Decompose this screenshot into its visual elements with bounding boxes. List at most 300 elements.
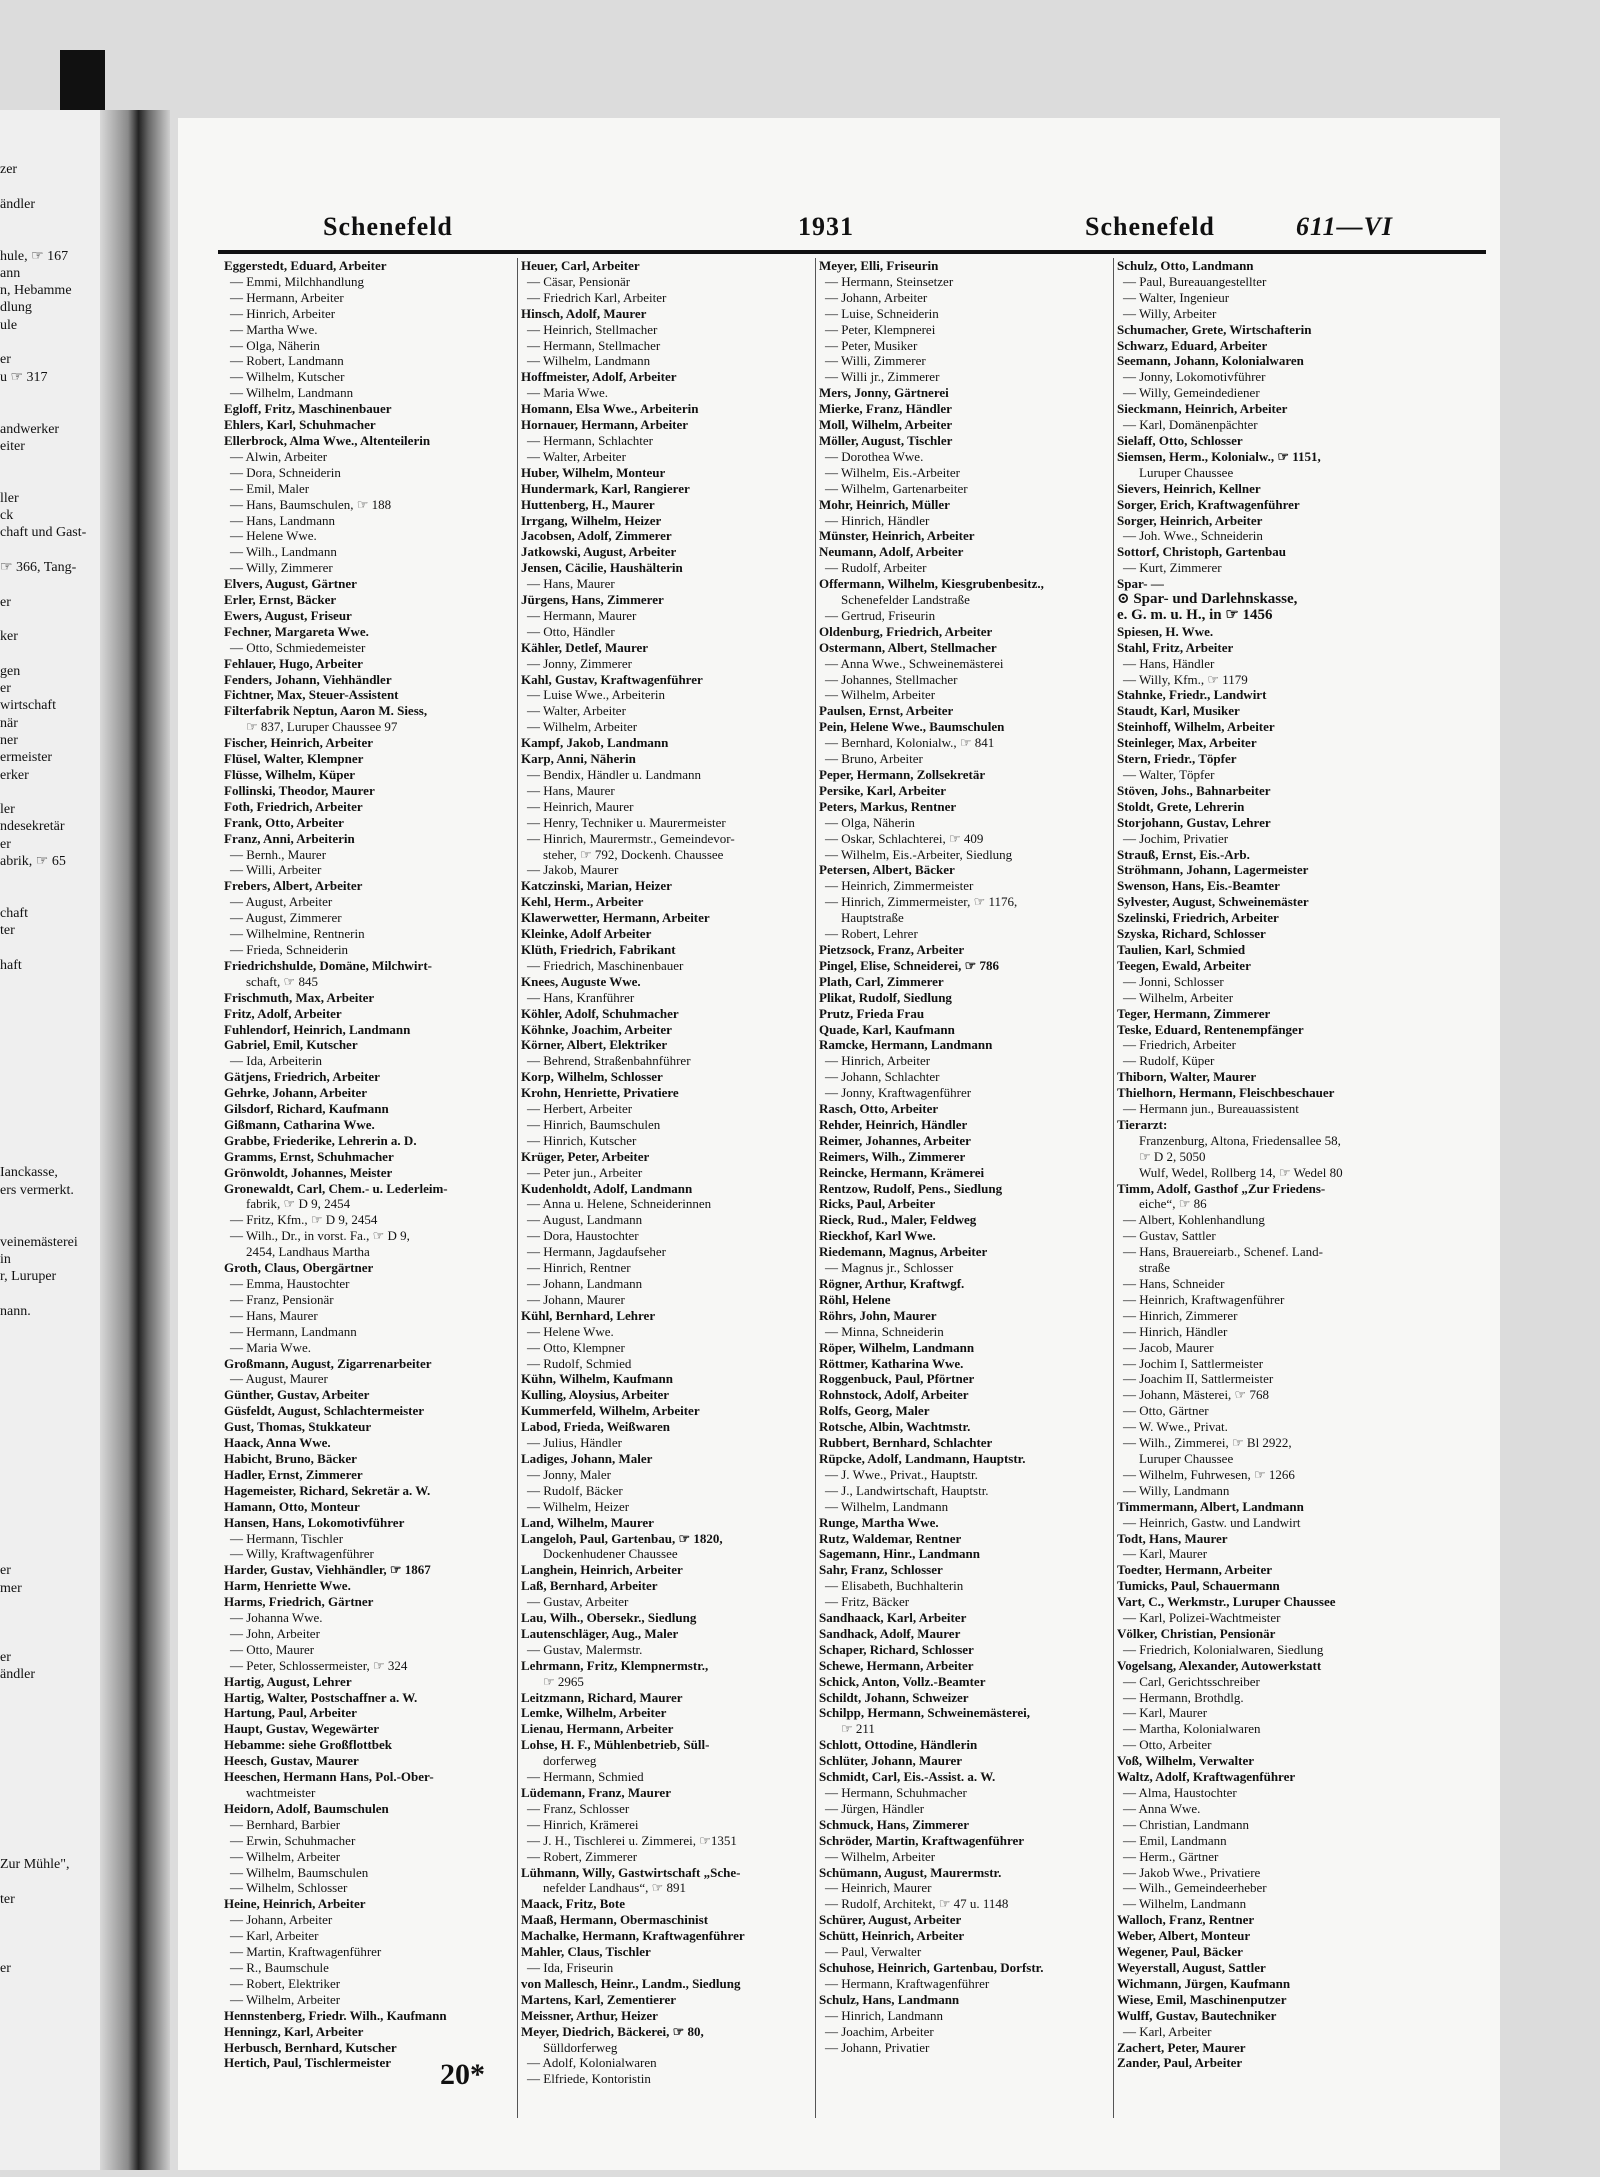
directory-subentry: — Emmi, Milchhandlung [230, 273, 364, 289]
directory-subentry: — Wilhelm, Arbeiter [1123, 989, 1234, 1005]
facing-page-text: gen [0, 663, 21, 679]
directory-entry: Sievers, Heinrich, Kellner [1117, 480, 1261, 496]
directory-entry: Röper, Wilhelm, Landmann [819, 1339, 975, 1355]
directory-subentry: — Karl, Domänenpächter [1123, 417, 1258, 433]
column-3 [819, 258, 1111, 2055]
directory-entry: Pietzsock, Franz, Arbeiter [819, 941, 965, 957]
directory-entry: Rüpcke, Adolf, Landmann, Hauptstr. [819, 1450, 1026, 1466]
directory-subentry: — Wilhelm, Arbeiter [230, 1848, 341, 1864]
directory-subentry: — Hermann, Tischler [230, 1530, 344, 1546]
directory-subentry: — Wilhelm, Arbeiter [527, 719, 638, 735]
directory-entry: Lienau, Hermann, Arbeiter [521, 1721, 674, 1737]
directory-subentry: — Walter, Ingenieur [1123, 289, 1230, 305]
directory-subentry: — Wilh., Dr., in vorst. Fa., ☞ D 9, [230, 1228, 410, 1244]
directory-subentry: — Jürgen, Händler [825, 1800, 925, 1816]
directory-entry: Güsfeldt, August, Schlachtermeister [224, 1403, 425, 1419]
directory-subentry: — Wilhelm, Schlosser [230, 1880, 348, 1896]
directory-entry: ⊙ Spar- und Darlehnskasse, [1117, 592, 1298, 608]
directory-subentry: dorferweg [543, 1753, 597, 1769]
directory-entry: Kühn, Wilhelm, Kaufmann [521, 1371, 673, 1387]
directory-entry: Rasch, Otto, Arbeiter [819, 1101, 939, 1117]
directory-subentry: — August, Maurer [230, 1371, 328, 1387]
directory-subentry: — Karl, Arbeiter [1123, 2023, 1212, 2039]
directory-subentry: — Karl, Polizei-Wachtmeister [1123, 1610, 1281, 1626]
directory-entry: Stern, Friedr., Töpfer [1117, 751, 1237, 767]
directory-entry: Krüger, Peter, Arbeiter [521, 1148, 650, 1164]
directory-entry: Jürgens, Hans, Zimmerer [521, 592, 664, 608]
directory-subentry: — Fritz, Kfm., ☞ D 9, 2454 [230, 1212, 378, 1228]
directory-subentry: — Johann, Arbeiter [230, 1912, 333, 1928]
facing-page-text: Zur Mühle", [0, 1857, 70, 1873]
directory-entry: Grönwoldt, Johannes, Meister [224, 1164, 393, 1180]
directory-subentry: — Hans, Baumschulen, ☞ 188 [230, 496, 392, 512]
directory-entry: e. G. m. u. H., in ☞ 1456 [1117, 607, 1273, 623]
directory-subentry: — Bernhard, Kolonialw., ☞ 841 [825, 735, 995, 751]
directory-entry: Sottorf, Christoph, Gartenbau [1117, 544, 1287, 560]
directory-subentry: — Rudolf, Arbeiter [825, 560, 927, 576]
directory-entry: Fehlauer, Hugo, Arbeiter [224, 655, 363, 671]
directory-entry: Kehl, Herm., Arbeiter [521, 894, 644, 910]
directory-subentry: — Rudolf, Schmied [527, 1355, 632, 1371]
directory-entry: Waltz, Adolf, Kraftwagenführer [1117, 1769, 1296, 1785]
directory-subentry: — Jakob Wwe., Privatiere [1123, 1864, 1261, 1880]
directory-subentry: — Friedrich, Arbeiter [1123, 1037, 1236, 1053]
directory-entry: Schilpp, Hermann, Schweinemästerei, [819, 1705, 1031, 1721]
directory-subentry: — J., Landwirtschaft, Hauptstr. [825, 1482, 989, 1498]
directory-entry: Weyerstall, August, Sattler [1117, 1959, 1266, 1975]
directory-subentry: — Helene Wwe. [230, 528, 317, 544]
directory-subentry: — Hinrich, Händler [1123, 1323, 1228, 1339]
directory-subentry: — Minna, Schneiderin [825, 1323, 944, 1339]
directory-subentry: — Hinrich, Krämerei [527, 1816, 639, 1832]
facing-page-text: ers vermerkt. [0, 1182, 74, 1198]
directory-entry: Storjohann, Gustav, Lehrer [1117, 814, 1271, 830]
directory-subentry: — Emil, Landmann [1123, 1832, 1227, 1848]
directory-subentry: — Paul, Bureauangestellter [1123, 273, 1267, 289]
directory-entry: Mohr, Heinrich, Müller [819, 496, 950, 512]
directory-subentry: — Hans, Kranführer [527, 989, 635, 1005]
facing-page-text: när [0, 715, 18, 731]
facing-page-text: u ☞ 317 [0, 369, 48, 385]
directory-entry: Habicht, Bruno, Bäcker [224, 1450, 357, 1466]
directory-entry: Gißmann, Catharina Wwe. [224, 1116, 375, 1132]
directory-subentry: — Jonny, Maler [527, 1466, 612, 1482]
directory-subentry: — August, Zimmerer [230, 910, 342, 926]
directory-entry: Reimer, Johannes, Arbeiter [819, 1132, 971, 1148]
header-place-right: Schenefeld [1085, 212, 1215, 241]
directory-subentry: — Ida, Arbeiterin [230, 1053, 323, 1069]
directory-entry: Ramcke, Hermann, Landmann [819, 1037, 993, 1053]
directory-entry: Leitzmann, Richard, Maurer [521, 1689, 683, 1705]
directory-subentry: — Wilhelm, Fuhrwesen, ☞ 1266 [1123, 1466, 1295, 1482]
directory-subentry: — Elfriede, Kontoristin [527, 2071, 651, 2087]
directory-entry: Voß, Wilhelm, Verwalter [1117, 1753, 1254, 1769]
directory-subentry: — Friedrich, Kolonialwaren, Siedlung [1123, 1641, 1324, 1657]
directory-subentry: — Bendix, Händler u. Landmann [527, 767, 702, 782]
directory-entry: Peters, Markus, Rentner [819, 798, 957, 814]
facing-page-text: ck [0, 508, 14, 523]
directory-subentry: Schenefelder Landstraße [841, 592, 970, 608]
directory-entry: Völker, Christian, Pensionär [1117, 1625, 1276, 1641]
directory-subentry: — Peter jun., Arbeiter [527, 1164, 643, 1180]
directory-subentry: — Willy, Zimmerer [230, 560, 333, 576]
directory-entry: Sielaff, Otto, Schlosser [1117, 432, 1243, 448]
directory-entry: Roggenbuck, Paul, Pförtner [819, 1371, 975, 1387]
facing-page-text: mer [0, 1580, 22, 1596]
directory-entry: Szelinski, Friedrich, Arbeiter [1117, 910, 1279, 926]
facing-page-text: ann [0, 265, 21, 281]
directory-entry: Lautenschläger, Aug., Maler [521, 1625, 679, 1641]
directory-subentry: ☞ 211 [841, 1721, 875, 1737]
directory-entry: Hebamme: siehe Großflottbek [224, 1737, 393, 1753]
directory-entry: Sandhack, Adolf, Maurer [819, 1625, 961, 1641]
facing-page-text: n, Hebamme [0, 283, 72, 299]
directory-entry: Kudenholdt, Adolf, Landmann [521, 1180, 693, 1196]
directory-subentry: — Karl, Arbeiter [230, 1928, 319, 1944]
directory-subentry: — Wilh., Landmann [230, 544, 337, 560]
directory-entry: Ströhmann, Johann, Lagermeister [1117, 862, 1309, 878]
directory-subentry: wachtmeister [246, 1785, 316, 1800]
directory-entry: Todt, Hans, Maurer [1117, 1530, 1228, 1546]
directory-subentry: — Wilhelm, Landmann [527, 353, 651, 369]
directory-entry: Heuer, Carl, Arbeiter [521, 258, 640, 273]
directory-entry: Pein, Helene Wwe., Baumschulen [819, 719, 1005, 735]
directory-entry: Rolfs, Georg, Maler [819, 1403, 930, 1419]
directory-entry: Petersen, Albert, Bäcker [819, 862, 955, 878]
directory-subentry: — Adolf, Kolonialwaren [527, 2055, 657, 2071]
directory-subentry: — Bruno, Arbeiter [825, 751, 923, 767]
directory-subentry: — Wilhelm, Landmann [1123, 1896, 1247, 1912]
directory-entry: Seemann, Johann, Kolonialwaren [1117, 353, 1304, 369]
directory-entry: Siemsen, Herm., Kolonialw., ☞ 1151, [1117, 448, 1321, 464]
directory-entry: Plath, Carl, Zimmerer [819, 973, 944, 989]
directory-entry: Timmermann, Albert, Landmann [1117, 1498, 1304, 1514]
directory-subentry: — Karl, Maurer [1123, 1705, 1208, 1721]
directory-entry: Korp, Wilhelm, Schlosser [521, 1069, 663, 1085]
directory-entry: Schulz, Otto, Landmann [1117, 258, 1254, 273]
facing-page-text: chaft [0, 905, 28, 921]
directory-entry: Kummerfeld, Wilhelm, Arbeiter [521, 1403, 700, 1419]
directory-entry: Frebers, Albert, Arbeiter [224, 878, 363, 894]
directory-entry: Gätjens, Friedrich, Arbeiter [224, 1069, 380, 1085]
column-2 [521, 258, 813, 2087]
directory-entry: Mahler, Claus, Tischler [521, 1944, 651, 1960]
directory-entry: Meyer, Diedrich, Bäckerei, ☞ 80, [521, 2023, 704, 2039]
directory-subentry: — Albert, Kohlenhandlung [1123, 1212, 1265, 1228]
directory-entry: Schulz, Hans, Landmann [819, 1991, 960, 2007]
column-separator [1113, 258, 1114, 2118]
directory-entry: Ostermann, Albert, Stellmacher [819, 639, 997, 655]
directory-entry: Spiesen, H. Wwe. [1117, 623, 1214, 639]
directory-subentry: — Robert, Elektriker [230, 1975, 341, 1991]
directory-subentry: — Gustav, Sattler [1123, 1228, 1216, 1244]
directory-entry: Hartig, Walter, Postschaffner a. W. [224, 1689, 418, 1705]
directory-subentry: ☞ 2965 [543, 1673, 584, 1689]
directory-subentry: — Walter, Töpfer [1123, 767, 1215, 782]
directory-subentry: — Johann, Mästerei, ☞ 768 [1123, 1387, 1269, 1403]
directory-entry: Haupt, Gustav, Wegewärter [224, 1721, 380, 1737]
directory-subentry: — Maria Wwe. [527, 385, 608, 401]
directory-entry: Ewers, August, Friseur [224, 607, 352, 623]
directory-subentry: — Otto, Maurer [230, 1641, 315, 1657]
directory-subentry: — Peter, Klempnerei [825, 321, 936, 337]
directory-entry: Labod, Frieda, Weißwaren [521, 1419, 671, 1435]
directory-entry: Thielhorn, Hermann, Fleischbeschauer [1117, 1085, 1335, 1101]
directory-entry: Rohnstock, Adolf, Arbeiter [819, 1387, 969, 1403]
directory-entry: Homann, Elsa Wwe., Arbeiterin [521, 401, 699, 417]
directory-subentry: Wulf, Wedel, Rollberg 14, ☞ Wedel 80 [1139, 1164, 1343, 1180]
directory-entry: Schewe, Hermann, Arbeiter [819, 1657, 974, 1673]
directory-subentry: — Maria Wwe. [230, 1339, 311, 1355]
directory-subentry: — Otto, Klempner [527, 1339, 625, 1355]
directory-subentry: — Frieda, Schneiderin [230, 941, 349, 957]
book-binding [100, 110, 170, 2170]
directory-entry: Lemke, Wilhelm, Arbeiter [521, 1705, 667, 1721]
directory-entry: Köhler, Adolf, Schuhmacher [521, 1005, 679, 1021]
directory-entry: Quade, Karl, Kaufmann [819, 1021, 955, 1037]
directory-subentry: — Joachim II, Sattlermeister [1123, 1371, 1274, 1387]
directory-subentry: — Cäsar, Pensionär [527, 273, 631, 289]
directory-entry: Heidorn, Adolf, Baumschulen [224, 1800, 389, 1816]
directory-entry: Peper, Hermann, Zollsekretär [819, 767, 986, 782]
directory-entry: Rubbert, Bernhard, Schlachter [819, 1435, 993, 1451]
directory-subentry: — Johann, Schlachter [825, 1069, 940, 1085]
directory-subentry: — Hermann, Steinsetzer [825, 273, 954, 289]
directory-subentry: — Wilhelm, Landmann [230, 385, 354, 401]
directory-entry: Mers, Jonny, Gärtnerei [819, 385, 949, 401]
directory-subentry: — Johann, Arbeiter [825, 289, 928, 305]
facing-page-text: veinemästerei [0, 1234, 78, 1250]
directory-entry: Stoldt, Grete, Lehrerin [1117, 798, 1245, 814]
directory-entry: Rögner, Arthur, Kraftwgf. [819, 1276, 965, 1291]
directory-subentry: — August, Landmann [527, 1212, 643, 1228]
directory-subentry: — Hinrich, Zimmermeister, ☞ 1176, [825, 894, 1018, 910]
directory-entry: Zander, Paul, Arbeiter [1117, 2055, 1243, 2071]
directory-entry: Kampf, Jakob, Landmann [521, 735, 669, 751]
directory-subentry: — Hermann, Jagdaufseher [527, 1244, 666, 1260]
directory-subentry: — Emma, Haustochter [230, 1276, 350, 1291]
directory-subentry: — Joh. Wwe., Schneiderin [1123, 528, 1263, 544]
directory-entry: Staudt, Karl, Musiker [1117, 703, 1240, 719]
directory-entry: Röhl, Helene [819, 1291, 891, 1307]
directory-entry: Sorger, Erich, Kraftwagenführer [1117, 496, 1300, 512]
directory-entry: Karp, Anni, Näherin [521, 751, 636, 767]
directory-entry: Vart, C., Werkmstr., Luruper Chaussee [1117, 1594, 1336, 1610]
directory-subentry: — Bernhard, Barbier [230, 1816, 341, 1832]
directory-subentry: — Jonny, Lokomotivführer [1123, 369, 1266, 385]
facing-page-text: wirtschaft [0, 698, 56, 714]
directory-entry: Schröder, Martin, Kraftwagenführer [819, 1832, 1025, 1848]
directory-entry: Harms, Friedrich, Gärtner [224, 1594, 374, 1610]
directory-entry: Möller, August, Tischler [819, 432, 953, 448]
directory-entry: Sandhaack, Karl, Arbeiter [819, 1610, 967, 1626]
directory-subentry: — Luise Wwe., Arbeiterin [527, 687, 666, 703]
directory-subentry: — Herm., Gärtner [1123, 1848, 1219, 1864]
directory-subentry: — Herbert, Arbeiter [527, 1101, 633, 1117]
directory-subentry: Sülldorferweg [543, 2039, 618, 2055]
directory-entry: Frischmuth, Max, Arbeiter [224, 989, 375, 1005]
directory-entry: Taulien, Karl, Schmied [1117, 941, 1246, 957]
directory-subentry: — Jacob, Maurer [1123, 1339, 1214, 1355]
directory-subentry: — Hermann, Schmied [527, 1769, 644, 1785]
directory-subentry: — August, Arbeiter [230, 894, 333, 910]
directory-entry: Fritz, Adolf, Arbeiter [224, 1005, 342, 1021]
directory-entry: Kulling, Aloysius, Arbeiter [521, 1387, 670, 1403]
directory-entry: Sorger, Heinrich, Arbeiter [1117, 512, 1263, 528]
directory-entry: Machalke, Hermann, Kraftwagenführer [521, 1928, 745, 1944]
directory-entry: Oldenburg, Friedrich, Arbeiter [819, 623, 993, 639]
directory-entry: Knees, Auguste Wwe. [521, 973, 641, 989]
directory-entry: Martens, Karl, Zementierer [521, 1991, 676, 2007]
directory-subentry: — Wilhelm, Heizer [527, 1498, 630, 1514]
directory-subentry: — Hermann, Stellmacher [527, 337, 661, 353]
directory-entry: Teger, Hermann, Zimmerer [1117, 1005, 1271, 1021]
directory-entry: Harder, Gustav, Viehhändler, ☞ 1867 [224, 1562, 431, 1578]
directory-subentry: — Robert, Landmann [230, 353, 344, 369]
directory-entry: Schaper, Richard, Schlosser [819, 1641, 974, 1657]
facing-page-text: ter [0, 1892, 15, 1907]
directory-subentry: — Johannes, Stellmacher [825, 671, 958, 687]
directory-subentry: — Otto, Arbeiter [1123, 1737, 1212, 1753]
directory-entry: Steinleger, Max, Arbeiter [1117, 735, 1257, 751]
directory-entry: Ellerbrock, Alma Wwe., Altenteilerin [224, 432, 431, 448]
directory-entry: Rotsche, Albin, Wachtmstr. [819, 1419, 971, 1435]
directory-subentry: — Anna u. Helene, Schneiderinnen [527, 1196, 712, 1212]
directory-entry: Röhrs, John, Maurer [819, 1307, 937, 1323]
directory-subentry: — Helene Wwe. [527, 1323, 614, 1339]
directory-subentry: — Joachim, Arbeiter [825, 2023, 934, 2039]
directory-entry: Ladiges, Johann, Maler [521, 1450, 653, 1466]
directory-entry: Schürer, August, Arbeiter [819, 1912, 962, 1928]
directory-subentry: — Jochim I, Sattlermeister [1123, 1355, 1264, 1371]
directory-subentry: — Wilh., Zimmerei, ☞ Bl 2922, [1123, 1435, 1292, 1451]
facing-page-text: dlung [0, 300, 32, 316]
directory-entry: Sylvester, August, Schweinemäster [1117, 894, 1309, 910]
directory-subentry: — Walter, Arbeiter [527, 703, 626, 719]
directory-entry: Stahnke, Friedr., Landwirt [1117, 687, 1267, 703]
directory-subentry: — Hinrich, Zimmerer [1123, 1307, 1238, 1323]
directory-entry: Köhnke, Joachim, Arbeiter [521, 1021, 672, 1037]
directory-entry: Teske, Eduard, Rentenempfänger [1117, 1021, 1304, 1037]
facing-page-text: zer [0, 162, 18, 177]
directory-subentry: — Willy, Kfm., ☞ 1179 [1123, 671, 1248, 687]
directory-entry: Harm, Henriette Wwe. [224, 1578, 351, 1594]
directory-entry: Gehrke, Johann, Arbeiter [224, 1085, 367, 1101]
directory-entry: Frank, Otto, Arbeiter [224, 814, 344, 830]
directory-entry: Schwarz, Eduard, Arbeiter [1117, 337, 1268, 353]
directory-entry: Steinhoff, Wilhelm, Arbeiter [1117, 719, 1275, 735]
directory-subentry: 2454, Landhaus Martha [246, 1244, 370, 1260]
directory-subentry: — Luise, Schneiderin [825, 305, 939, 321]
directory-entry: Herbusch, Bernhard, Kutscher [224, 2039, 397, 2055]
directory-entry: Fichtner, Max, Steuer-Assistent [224, 687, 399, 703]
directory-subentry: — Hans, Landmann [230, 512, 336, 528]
directory-entry: Jatkowski, August, Arbeiter [521, 544, 677, 560]
directory-subentry: — Hermann, Arbeiter [230, 289, 344, 305]
directory-subentry: — Hinrich, Arbeiter [825, 1053, 931, 1069]
facing-page-text: ule [0, 317, 18, 333]
directory-subentry: schaft, ☞ 845 [246, 973, 318, 989]
directory-entry: Gramms, Ernst, Schuhmacher [224, 1148, 394, 1164]
directory-subentry: — Hans, Maurer [527, 576, 615, 592]
directory-entry: Ricks, Paul, Arbeiter [819, 1196, 936, 1212]
facing-page-text: er [0, 681, 11, 696]
directory-subentry: — Robert, Zimmerer [527, 1848, 638, 1864]
directory-entry: Fuhlendorf, Heinrich, Landmann [224, 1021, 411, 1037]
facing-page-text: nann. [0, 1303, 31, 1319]
directory-entry: Timm, Adolf, Gasthof „Zur Friedens- [1117, 1180, 1326, 1196]
directory-entry: Grabbe, Friederike, Lehrerin a. D. [224, 1132, 417, 1148]
directory-subentry: — Rudolf, Bäcker [527, 1482, 623, 1498]
directory-subentry: fabrik, ☞ D 9, 2454 [246, 1196, 351, 1212]
directory-entry: Haack, Anna Wwe. [224, 1435, 331, 1451]
directory-subentry: — R., Baumschule [230, 1959, 329, 1975]
directory-subentry: Luruper Chaussee [1139, 464, 1234, 480]
directory-subentry: — Wilhelm, Eis.-Arbeiter, Siedlung [825, 846, 1013, 862]
directory-entry: Klawerwetter, Hermann, Arbeiter [521, 910, 710, 926]
directory-entry: Zachert, Peter, Maurer [1117, 2039, 1246, 2055]
directory-subentry: — Wilhelm, Landmann [825, 1498, 949, 1514]
directory-subentry: — Hermann, Schlachter [527, 432, 653, 448]
directory-entry: Vogelsang, Alexander, Autowerkstatt [1117, 1657, 1322, 1673]
directory-subentry: — Erwin, Schuhmacher [230, 1832, 356, 1848]
directory-entry: Laß, Bernhard, Arbeiter [521, 1578, 658, 1594]
directory-entry: Heesch, Gustav, Maurer [224, 1753, 359, 1769]
directory-page [178, 118, 1500, 2170]
directory-entry: Flüsse, Wilhelm, Küper [224, 767, 355, 782]
directory-subentry: — Hermann, Kraftwagenführer [825, 1975, 990, 1991]
directory-entry: Klüth, Friedrich, Fabrikant [521, 941, 676, 957]
directory-entry: Wegener, Paul, Bäcker [1117, 1944, 1243, 1960]
directory-subentry: — Dora, Schneiderin [230, 464, 341, 480]
directory-entry: Jacobsen, Adolf, Zimmerer [521, 528, 672, 544]
directory-subentry: Luruper Chaussee [1139, 1450, 1234, 1466]
directory-subentry: — Gustav, Arbeiter [527, 1594, 629, 1610]
directory-entry: Lau, Wilh., Obersekr., Siedlung [521, 1610, 697, 1626]
directory-subentry: — Karl, Maurer [1123, 1546, 1208, 1562]
directory-entry: Foth, Friedrich, Arbeiter [224, 798, 363, 814]
directory-subentry: — Otto, Gärtner [1123, 1403, 1209, 1419]
directory-entry: Thiborn, Walter, Maurer [1117, 1069, 1257, 1085]
directory-subentry: — Johann, Landmann [527, 1276, 643, 1291]
directory-entry: Reincke, Hermann, Krämerei [819, 1164, 985, 1180]
directory-subentry: — Wilhelm, Eis.-Arbeiter [825, 464, 960, 480]
directory-entry: Mierke, Franz, Händler [819, 401, 952, 417]
directory-entry: Walloch, Franz, Rentner [1117, 1912, 1255, 1928]
directory-subentry: — Friedrich Karl, Arbeiter [527, 289, 667, 305]
directory-entry: Fischer, Heinrich, Arbeiter [224, 735, 373, 751]
header-year: 1931 [798, 212, 854, 241]
facing-page-text: andwerker [0, 421, 60, 437]
directory-subentry: — John, Arbeiter [230, 1625, 320, 1641]
directory-entry: Kähler, Detlef, Maurer [521, 639, 649, 655]
directory-entry: Runge, Martha Wwe. [819, 1514, 939, 1530]
directory-entry: Stahl, Fritz, Arbeiter [1117, 639, 1234, 655]
directory-subentry: — Jochim, Privatier [1123, 830, 1229, 846]
directory-entry: Schmuck, Hans, Zimmerer [819, 1816, 969, 1832]
facing-page-text: ändler [0, 1667, 35, 1683]
facing-page-text: er [0, 836, 11, 852]
directory-entry: Hartig, August, Lehrer [224, 1673, 352, 1689]
facing-page-text: ner [0, 732, 18, 748]
directory-subentry: — Hermann, Schuhmacher [825, 1785, 967, 1800]
directory-entry: Gust, Thomas, Stukkateur [224, 1419, 372, 1435]
directory-entry: Gabriel, Emil, Kutscher [224, 1037, 358, 1053]
facing-page-text: er [0, 352, 11, 368]
directory-entry: Szyska, Richard, Schlosser [1117, 926, 1266, 942]
directory-subentry: — Hinrich, Händler [825, 512, 930, 528]
directory-entry: Offermann, Wilhelm, Kiesgrubenbesitz., [819, 576, 1044, 592]
